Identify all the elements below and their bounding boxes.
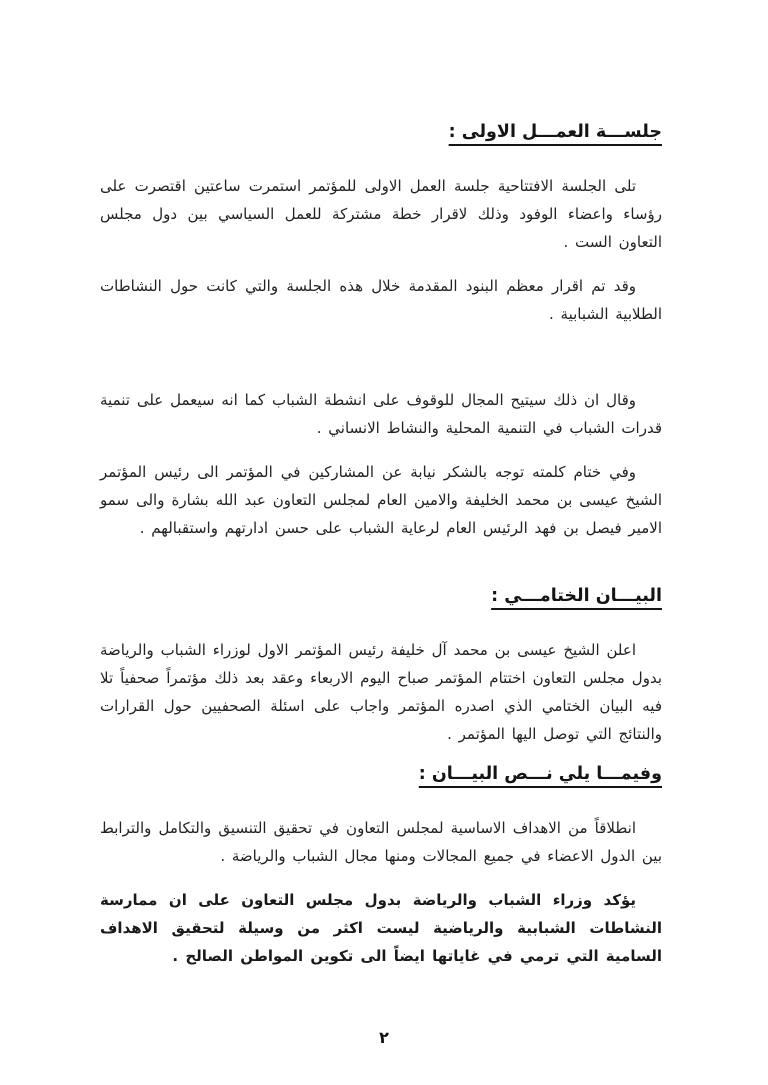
paragraph: اعلن الشيخ عيسى بن محمد آل خليفة رئيس المؤتمر الاول لوزراء الشباب والرياضة بدول مجلس التعاون اختتام المؤتمر صباح اليوم الاربعاء وعقد بعد ذلك مؤتمراً صحفياً تلا فيه البيان الختامي الذي اصدره المؤتمر واجاب على اسئلة الصحفيين حول القرارات والنتائج التي توصل اليها المؤتمر . <box>100 641 662 743</box>
paragraph: وقال ان ذلك سيتيح المجال للوقوف على انشطة الشباب كما انه سيعمل على تنمية قدرات الشباب في التنمية المحلية والنشاط الانساني . <box>100 391 662 437</box>
page-number: ٢ <box>379 1028 389 1047</box>
paragraph: وفي ختام كلمته توجه بالشكر نيابة عن المشاركين في المؤتمر الى رئيس المؤتمر الشيخ عيسى بن محمد الخليفة والامين العام لمجلس التعاون عبد الله بشارة والى سمو الامير فيصل بن فهد الرئيس العام لرعاية الشباب على حسن ادارتهم واستقبالهم . <box>100 463 662 537</box>
section-first-work-session <box>100 122 662 542</box>
paragraph: تلى الجلسة الافتتاحية جلسة العمل الاولى للمؤتمر استمرت ساعتين اقتصرت على رؤساء واعضاء الوفود وذلك لاقرار خطة مشتركة للعمل السياسي بين دول مجلس التعاون الست . <box>100 177 662 251</box>
paragraph: انطلاقاً من الاهداف الاساسية لمجلس التعاون في تحقيق التنسيق والتكامل والترابط بين الدول الاعضاء في جميع المجالات ومنها مجال الشباب والرياضة . <box>100 819 662 865</box>
paragraph: وقد تم اقرار معظم البنود المقدمة خلال هذه الجلسة والتي كانت حول النشاطات الطلابية الشبابية . <box>100 277 662 323</box>
section-statement-text <box>100 764 662 970</box>
section-heading-first-session: جلســـة العمـــل الاولى : <box>448 122 662 142</box>
section-heading-closing-statement: البيـــان الختامـــي : <box>491 586 662 606</box>
paragraph: يؤكد وزراء الشباب والرياضة بدول مجلس التعاون على ان ممارسة النشاطات الشبابية والرياضية ليست اكثر من وسيلة لتحقيق الاهداف السامية التي ترمي في غاياتها ايضاً الى تكوين المواطن الصالح . <box>100 891 662 965</box>
section-closing-statement <box>100 586 662 748</box>
section-heading-statement-text: وفيمـــا يلي نـــص البيـــان : <box>418 764 662 784</box>
